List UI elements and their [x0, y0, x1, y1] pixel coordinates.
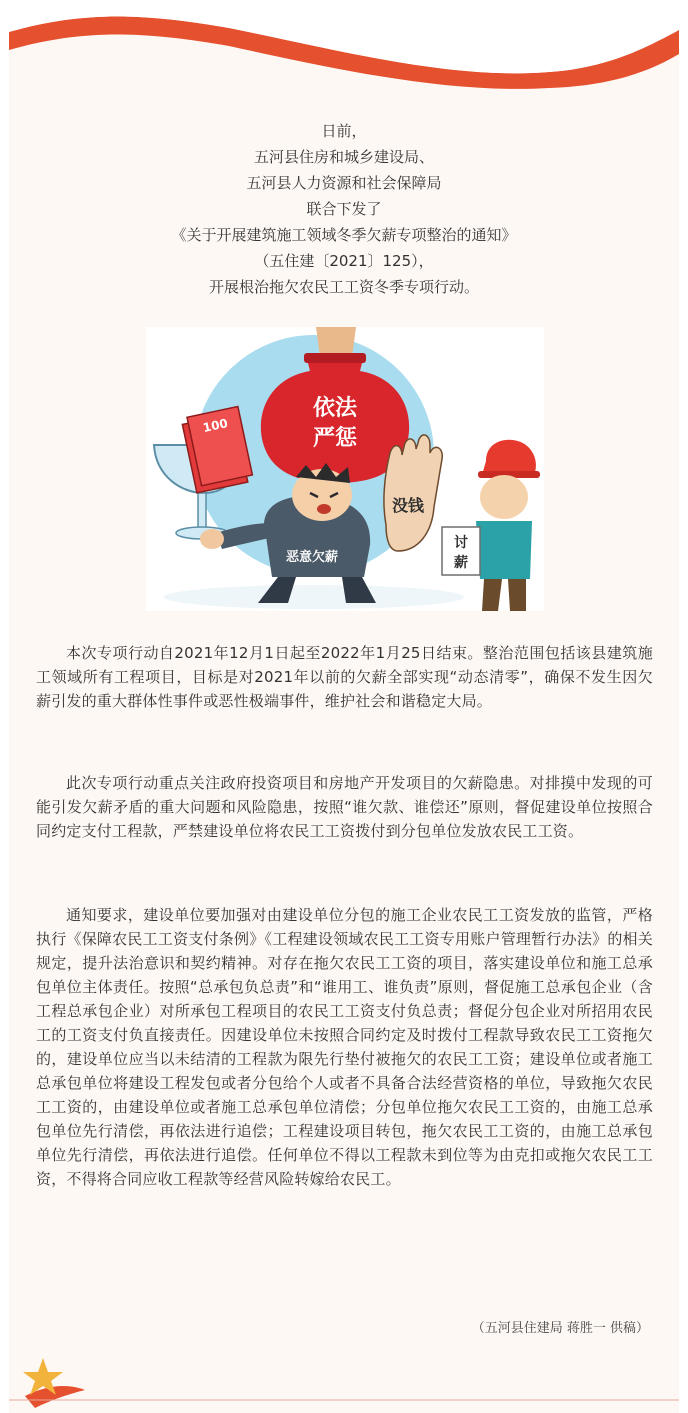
article-page	[9, 0, 679, 1413]
vase-rim	[304, 353, 366, 363]
vase-label-top: 依法	[312, 396, 358, 421]
intro-line: 《关于开展建筑施工领域冬季欠薪专项整治的通知》	[171, 226, 517, 244]
intro-line: 五河县人力资源和社会保障局	[246, 174, 442, 192]
sign-label-bottom: 薪	[454, 555, 468, 571]
shirt-label: 恶意欠薪	[285, 550, 339, 565]
hard-hat	[482, 440, 536, 475]
intro-block	[9, 118, 679, 300]
sign-label-top: 讨	[454, 535, 468, 551]
banknote-label: 100	[201, 416, 230, 436]
intro-line: 开展根治拖欠农民工工资冬季专项行动。	[208, 278, 479, 296]
worker-shirt	[476, 521, 532, 579]
intro-line: 日前，	[321, 122, 367, 140]
article-credit: （五河县住建局 蒋胜一 供稿）	[471, 1321, 649, 1336]
hand-label: 没钱	[391, 496, 425, 515]
top-wave-banner	[9, 0, 679, 110]
article-paragraph: 本次专项行动自2021年12月1日起至2022年1月25日结束。整治范围包括该县建筑施工领域所有工程项目，目标是对2021年以前的欠薪全部实现“动态清零”，确保不发生因欠薪引发的重大群体性事件或恶性极端事件，维护社会和谐稳定大局。	[36, 644, 653, 710]
stop-hand	[384, 435, 442, 551]
article-paragraph: 此次专项行动重点关注政府投资项目和房地产开发项目的欠薪隐患。对排摸中发现的可能引发欠薪矛盾的重大问题和风险隐患，按照“谁欠款、谁偿还”原则，督促建设单位按照合同约定支付工程款，严禁建设单位将农民工工资拨付到分包单位发放农民工工资。	[36, 774, 653, 840]
worker-head	[480, 475, 528, 519]
arm-shape	[316, 327, 356, 357]
vase-label-bottom: 严惩	[312, 426, 358, 451]
intro-line: 五河县住房和城乡建设局、	[253, 148, 434, 166]
intro-line: 联合下发了	[306, 200, 382, 218]
ground-shadow	[164, 585, 464, 609]
man-mouth	[317, 504, 331, 514]
article-paragraph: 通知要求，建设单位要加强对由建设单位分包的施工企业农民工工资发放的监管，严格执行《保障农民工工资支付条例》《工程建设领域农民工工资专用账户管理暂行办法》的相关规定，提升法治意识和契约精神。对存在拖欠农民工工资的项目，落实建设单位和施工总承包单位主体责任。按照“总承包负总责”和“谁用工、谁负责”原则，督促施工总承包企业（含工程总承包企业）对所承包工程项目的农民工工资支付负总责；督促分包企业对所招用农民工的工资支付负直接责任。因建设单位未按照合同约定及时拨付工程款导致农民工工资拖欠的，建设单位应当以未结清的工程款为限先行垫付被拖欠的农民工工资；建设单位或者施工总承包单位将建设工程发包或者分包给个人或者不具备合法经营资格的单位，导致拖欠农民工工资的，由建设单位或者施工总承包单位清偿；分包单位拖欠农民工工资的，由施工总承包单位先行清偿，再依法进行追偿；工程建设项目转包，拖欠农民工工资的，由施工总承包单位先行清偿，再依法进行追偿。任何单位不得以工程款未到位等为由克扣或拖欠农民工工资，不得将合同应收工程款等经营风险转嫁给农民工。	[36, 906, 653, 1188]
cartoon-illustration	[146, 327, 544, 611]
bottom-decoration	[9, 1350, 679, 1413]
worker-leg-right	[508, 579, 526, 611]
worker-leg-left	[482, 579, 502, 611]
man-left-hand	[200, 529, 224, 549]
intro-line: （五住建〔2021〕125），	[254, 252, 434, 270]
wine-glass-stem	[198, 493, 206, 529]
